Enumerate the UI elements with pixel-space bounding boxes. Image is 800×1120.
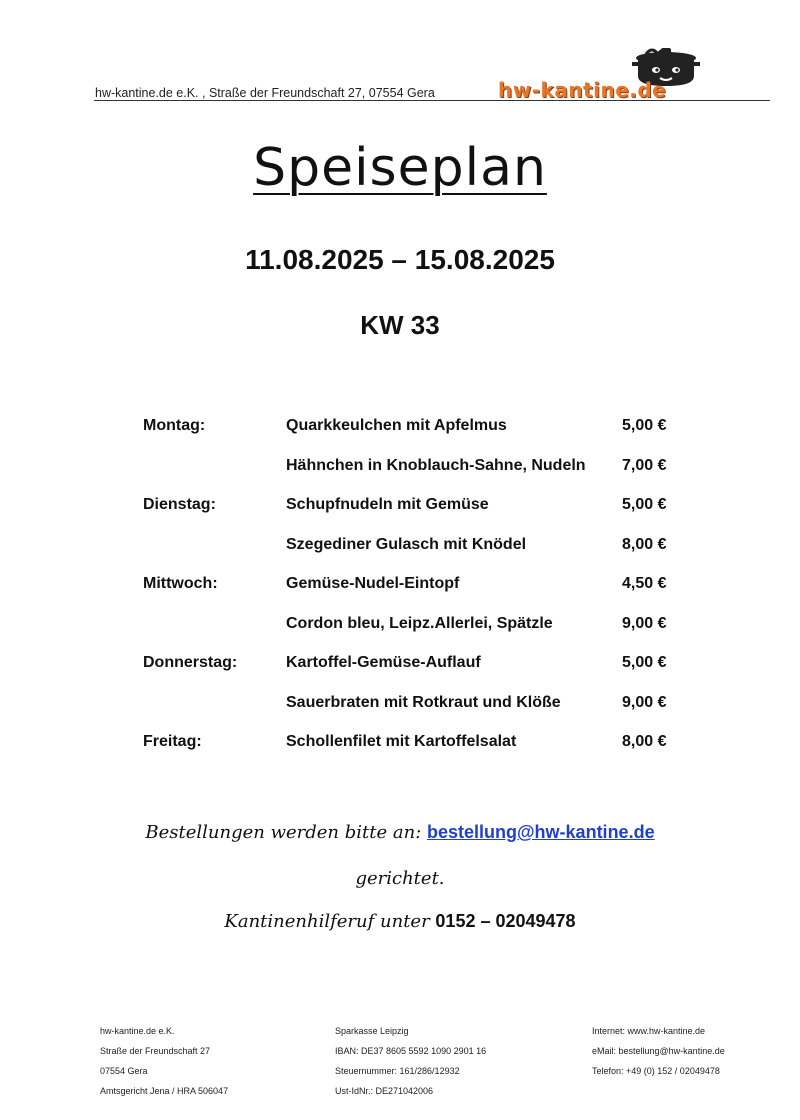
footer-line: Sparkasse Leipzig bbox=[335, 1026, 409, 1036]
menu-day: Donnerstag: bbox=[143, 654, 238, 671]
header-address: hw-kantine.de e.K. , Straße der Freundschaft 27, 07554 Gera bbox=[95, 86, 435, 100]
menu-row bbox=[143, 496, 683, 536]
footer-line: IBAN: DE37 8605 5592 1090 2901 16 bbox=[335, 1046, 487, 1056]
menu-price: 5,00 € bbox=[622, 654, 667, 671]
menu-dish: Gemüse-Nudel-Eintopf bbox=[286, 575, 460, 592]
footer-line: eMail: bestellung@hw-kantine.de bbox=[592, 1046, 725, 1056]
hotline-number: 0152 – 02049478 bbox=[435, 911, 576, 931]
menu-dish: Schollenfilet mit Kartoffelsalat bbox=[286, 733, 517, 750]
menu-dish: Szegediner Gulasch mit Knödel bbox=[286, 535, 527, 553]
footer-contact bbox=[592, 1021, 725, 1081]
footer-line: hw-kantine.de e.K. bbox=[100, 1026, 175, 1036]
menu-day: Montag: bbox=[143, 417, 206, 434]
menu-price: 5,00 € bbox=[622, 496, 667, 513]
order-instructions bbox=[0, 822, 800, 843]
order-prefix: Bestellungen werden bitte an: bbox=[145, 822, 422, 843]
logo-text: hw-kantine.de bbox=[498, 78, 667, 102]
menu-row bbox=[143, 733, 683, 773]
menu-row bbox=[143, 457, 683, 497]
menu-price: 4,50 € bbox=[622, 575, 667, 592]
menu-price: 8,00 € bbox=[622, 535, 667, 553]
menu-row bbox=[143, 575, 683, 615]
page-title: Speiseplan bbox=[253, 138, 547, 198]
menu-price: 8,00 € bbox=[622, 733, 667, 750]
menu-day: Dienstag: bbox=[143, 496, 216, 513]
logo bbox=[498, 44, 718, 104]
menu-day: Mittwoch: bbox=[143, 575, 218, 592]
footer-bank bbox=[335, 1021, 486, 1101]
menu-row bbox=[143, 694, 683, 734]
menu-price: 5,00 € bbox=[622, 417, 667, 434]
menu-dish: Sauerbraten mit Rotkraut und Klöße bbox=[286, 693, 561, 711]
hotline bbox=[0, 911, 800, 932]
menu-dish: Kartoffel-Gemüse-Auflauf bbox=[286, 654, 481, 671]
calendar-week: KW 33 bbox=[360, 310, 440, 340]
menu-price: 9,00 € bbox=[622, 693, 667, 711]
menu-dish: Hähnchen in Knoblauch-Sahne, Nudeln bbox=[286, 456, 586, 474]
footer-line: Internet: www.hw-kantine.de bbox=[592, 1026, 706, 1036]
footer-line: 07554 Gera bbox=[100, 1066, 148, 1076]
footer-company bbox=[100, 1021, 228, 1101]
menu-row bbox=[143, 536, 683, 576]
footer-line: Telefon: +49 (0) 152 / 02049478 bbox=[592, 1066, 720, 1076]
footer-line: Amtsgericht Jena / HRA 506047 bbox=[100, 1086, 229, 1096]
menu-row bbox=[143, 654, 683, 694]
order-suffix: gerichtet. bbox=[355, 868, 445, 889]
menu-dish: Schupfnudeln mit Gemüse bbox=[286, 496, 489, 513]
hotline-label: Kantinenhilferuf unter bbox=[224, 911, 430, 932]
footer-line: Straße der Freundschaft 27 bbox=[100, 1046, 211, 1056]
menu-day: Freitag: bbox=[143, 733, 202, 750]
menu-row bbox=[143, 417, 683, 457]
menu-price: 7,00 € bbox=[622, 456, 667, 474]
footer-line: Ust-IdNr.: DE271042006 bbox=[335, 1086, 434, 1096]
menu-row bbox=[143, 615, 683, 655]
menu-table bbox=[143, 417, 683, 773]
date-range: 11.08.2025 – 15.08.2025 bbox=[245, 244, 555, 275]
order-email-link[interactable]: bestellung@hw-kantine.de bbox=[427, 822, 655, 842]
menu-price: 9,00 € bbox=[622, 614, 667, 632]
menu-dish: Quarkkeulchen mit Apfelmus bbox=[286, 417, 507, 434]
footer-line: Steuernummer: 161/286/12932 bbox=[335, 1066, 460, 1076]
menu-dish: Cordon bleu, Leipz.Allerlei, Spätzle bbox=[286, 614, 553, 632]
